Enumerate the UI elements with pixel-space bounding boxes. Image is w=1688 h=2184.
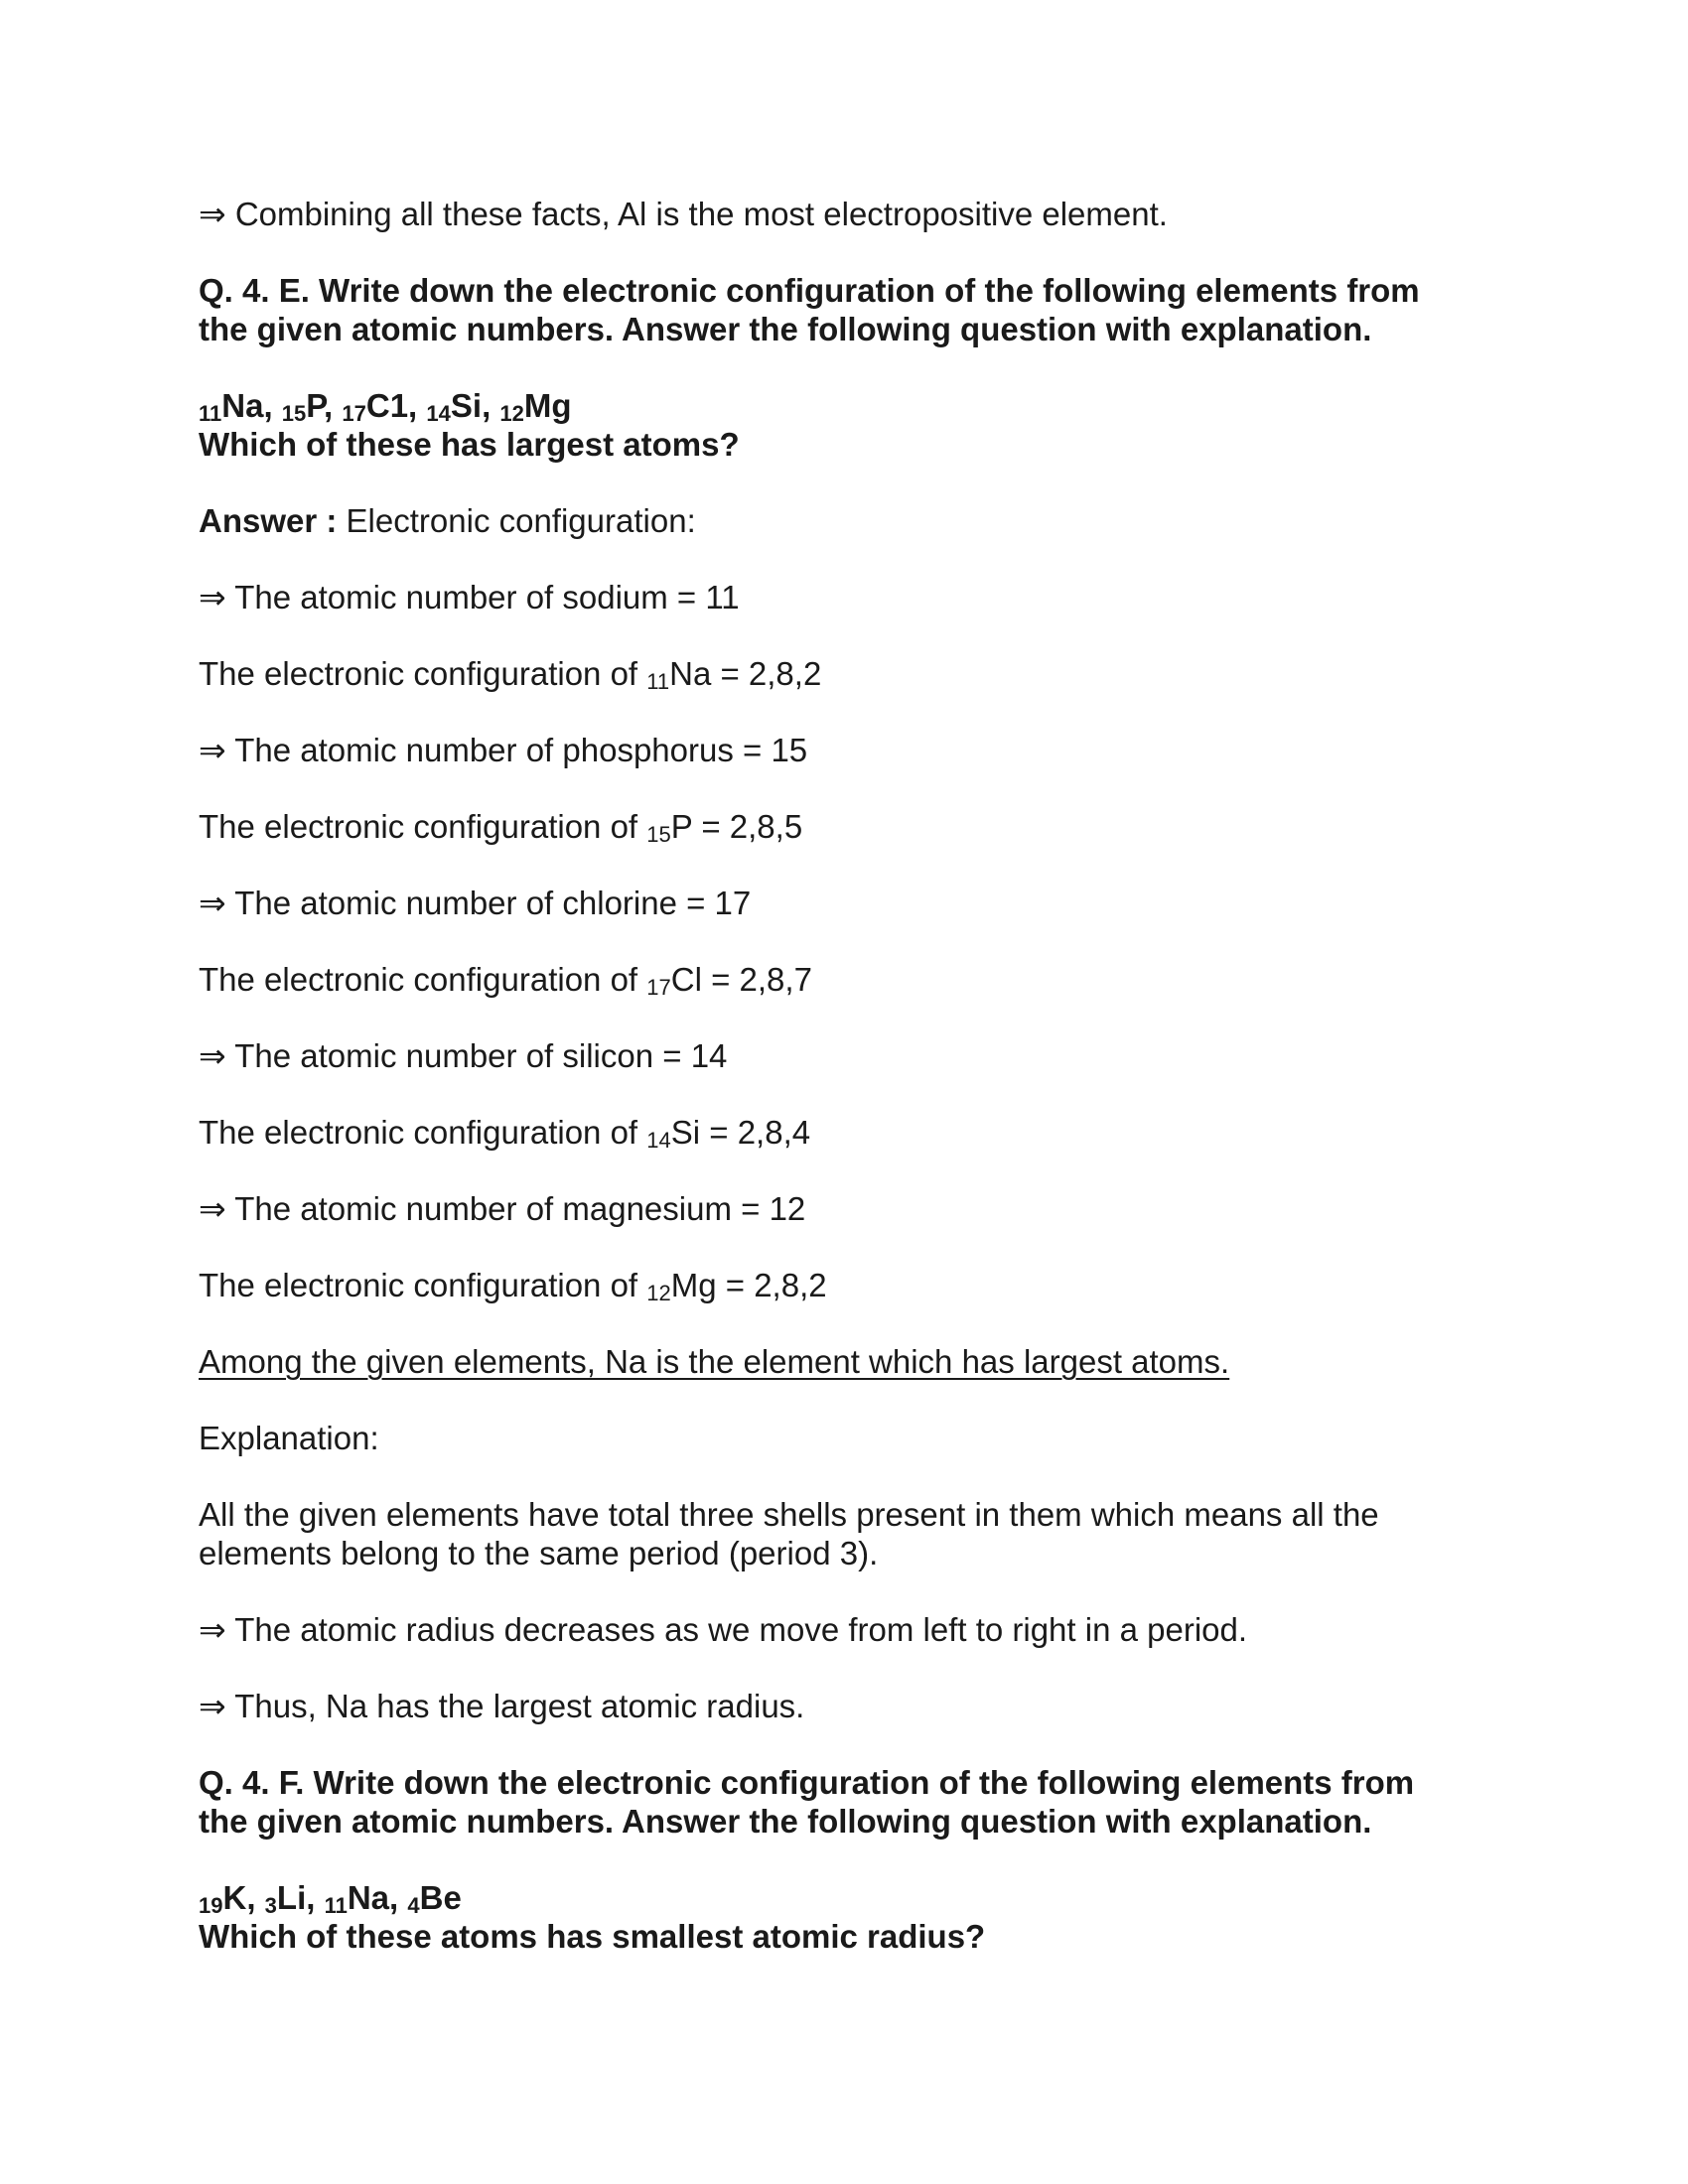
element-atomic-number: 14: [426, 401, 451, 426]
element-symbol: Mg: [523, 387, 572, 424]
element-symbol: Na,: [221, 387, 273, 424]
atomic-number-text: The atomic number of silicon = 14: [234, 1037, 728, 1074]
explanation-point: [199, 1610, 1489, 1649]
answer-label: Answer :: [199, 502, 338, 539]
document-page: [199, 195, 1489, 1956]
atomic-number-line: [199, 731, 1489, 769]
question-4f-title-line1: Q. 4. F. Write down the electronic configuration of the following elements from: [199, 1764, 1415, 1801]
arrow-symbol: ⇒: [199, 1190, 226, 1227]
element-atomic-number: 12: [499, 401, 524, 426]
element-symbol: Si,: [450, 387, 492, 424]
config-line: [199, 960, 1489, 999]
config-line: [199, 654, 1489, 693]
arrow-symbol: ⇒: [199, 1037, 226, 1074]
explanation-point: [199, 1687, 1489, 1725]
intro-line: [199, 195, 1489, 233]
element-atomic-number: 15: [281, 401, 307, 426]
config-line: [199, 1266, 1489, 1304]
arrow-symbol: ⇒: [199, 1611, 226, 1648]
config-atomic-number: 12: [646, 1281, 671, 1305]
explanation-label: Explanation:: [199, 1420, 379, 1456]
arrow-symbol: ⇒: [199, 196, 226, 232]
element-symbol: C1,: [365, 387, 418, 424]
question-4e-elements-block: [199, 386, 1489, 464]
answer-text: Electronic configuration:: [346, 502, 696, 539]
arrow-symbol: ⇒: [199, 732, 226, 768]
config-value: Cl = 2,8,7: [670, 961, 812, 998]
atomic-number-text: The atomic number of phosphorus = 15: [234, 732, 808, 768]
config-value: P = 2,8,5: [670, 808, 803, 845]
element-symbol: Be: [419, 1879, 462, 1916]
question-4f-question: Which of these atoms has smallest atomic radius?: [199, 1918, 986, 1955]
element-symbol: K,: [222, 1879, 256, 1916]
config-prefix: The electronic configuration of: [199, 655, 638, 692]
question-4f-elements: [199, 1878, 1489, 1917]
question-4e-question: Which of these has largest atoms?: [199, 426, 740, 463]
atomic-number-text: The atomic number of sodium = 11: [234, 579, 740, 615]
element-atomic-number: 17: [342, 401, 366, 426]
point-text: The atomic radius decreases as we move from left to right in a period.: [234, 1611, 1248, 1648]
config-prefix: The electronic configuration of: [199, 961, 638, 998]
config-value: Na = 2,8,2: [669, 655, 822, 692]
question-4f-title-line2: the given atomic numbers. Answer the following question with explanation.: [199, 1803, 1372, 1840]
element-atomic-number: 3: [264, 1893, 277, 1918]
atomic-number-text: The atomic number of magnesium = 12: [234, 1190, 806, 1227]
config-atomic-number: 14: [646, 1128, 671, 1153]
config-line: [199, 807, 1489, 846]
element-atomic-number: 11: [199, 401, 222, 426]
element-symbol: Li,: [276, 1879, 316, 1916]
question-4f-elements-block: [199, 1878, 1489, 1956]
arrow-symbol: ⇒: [199, 1688, 226, 1724]
config-prefix: The electronic configuration of: [199, 808, 638, 845]
atomic-number-line: [199, 1189, 1489, 1228]
question-4f-heading: [199, 1763, 1489, 1841]
question-4e-heading: [199, 271, 1489, 348]
element-atomic-number: 4: [407, 1893, 420, 1918]
config-prefix: The electronic configuration of: [199, 1114, 638, 1151]
explanation-line1: All the given elements have total three shells present in them which means all the: [199, 1496, 1379, 1533]
config-atomic-number: 15: [646, 822, 671, 847]
config-line: [199, 1113, 1489, 1152]
element-symbol: P,: [306, 387, 334, 424]
conclusion-text: Among the given elements, Na is the element which has largest atoms.: [199, 1343, 1230, 1380]
config-atomic-number: 11: [646, 669, 670, 694]
explanation-line2: elements belong to the same period (period 3).: [199, 1535, 879, 1571]
question-4e-title-line1: Q. 4. E. Write down the electronic configuration of the following elements from: [199, 272, 1420, 309]
intro-text: Combining all these facts, Al is the most electropositive element.: [234, 196, 1168, 232]
atomic-number-line: [199, 884, 1489, 922]
element-atomic-number: 19: [199, 1893, 223, 1918]
answer-line: [199, 501, 1489, 540]
point-text: Thus, Na has the largest atomic radius.: [234, 1688, 805, 1724]
atomic-number-line: [199, 578, 1489, 616]
config-prefix: The electronic configuration of: [199, 1267, 638, 1303]
atomic-number-text: The atomic number of chlorine = 17: [234, 885, 752, 921]
config-atomic-number: 17: [646, 975, 671, 1000]
atomic-number-line: [199, 1036, 1489, 1075]
element-atomic-number: 11: [324, 1893, 348, 1918]
arrow-symbol: ⇒: [199, 579, 226, 615]
config-value: Si = 2,8,4: [670, 1114, 811, 1151]
question-4e-title-line2: the given atomic numbers. Answer the following question with explanation.: [199, 311, 1372, 347]
explanation-paragraph: [199, 1495, 1489, 1572]
element-symbol: Na,: [347, 1879, 399, 1916]
arrow-symbol: ⇒: [199, 885, 226, 921]
config-value: Mg = 2,8,2: [670, 1267, 827, 1303]
question-4e-elements: [199, 386, 1489, 425]
